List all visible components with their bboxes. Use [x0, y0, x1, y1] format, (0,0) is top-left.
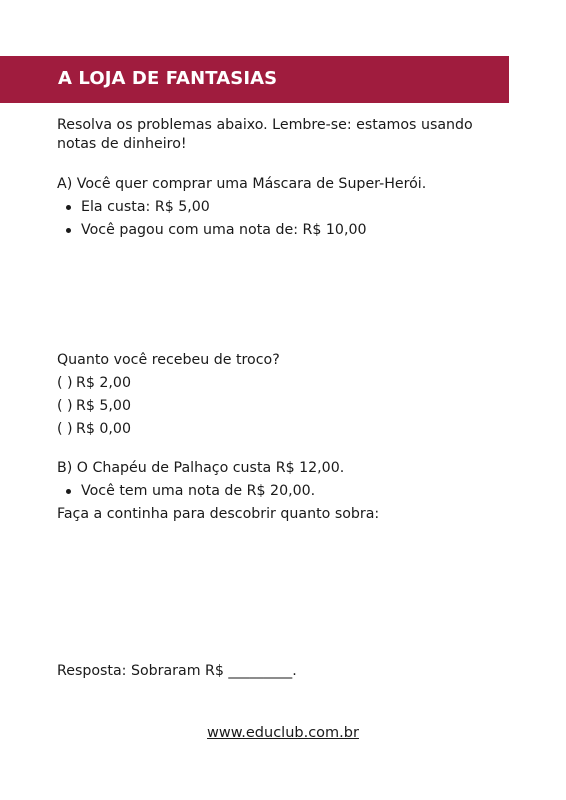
answer-options: [57, 374, 509, 439]
problem-a-question: Quanto você recebeu de troco?: [57, 352, 280, 368]
footer: [0, 725, 566, 741]
list-item: Ela custa: R$ 5,00: [57, 198, 509, 217]
problem-b-instruction: Faça a continha para descobrir quanto sobra:: [57, 506, 380, 522]
answer-option[interactable]: [57, 374, 509, 393]
title-banner: [0, 56, 509, 103]
worksheet-content: [57, 116, 509, 681]
intro-text: Resolva os problemas abaixo. Lembre-se: estamos usando notas de dinheiro!: [57, 117, 473, 152]
option-label: R$ 5,00: [76, 398, 131, 414]
page-title: A LOJA DE FANTASIAS: [58, 68, 278, 89]
option-checkbox[interactable]: ( ): [57, 375, 73, 391]
answer-line[interactable]: Resposta: Sobraram R$ _________.: [57, 663, 297, 679]
answer-option[interactable]: [57, 397, 509, 416]
option-label: R$ 2,00: [76, 375, 131, 391]
option-label: R$ 0,00: [76, 421, 131, 437]
answer-option[interactable]: [57, 420, 509, 439]
problem-a-bullets: [57, 198, 509, 240]
list-item: Você tem uma nota de R$ 20,00.: [57, 482, 509, 501]
option-checkbox[interactable]: ( ): [57, 421, 73, 437]
website-link[interactable]: www.educlub.com.br: [207, 725, 359, 741]
problem-a-heading: A) Você quer comprar uma Máscara de Super-Herói.: [57, 176, 427, 192]
list-item: Você pagou com uma nota de: R$ 10,00: [57, 221, 509, 240]
problem-b-heading: B) O Chapéu de Palhaço custa R$ 12,00.: [57, 460, 345, 476]
option-checkbox[interactable]: ( ): [57, 398, 73, 414]
work-space-b: [57, 524, 509, 662]
work-space-a: [57, 244, 509, 351]
problem-b-bullets: [57, 482, 509, 501]
